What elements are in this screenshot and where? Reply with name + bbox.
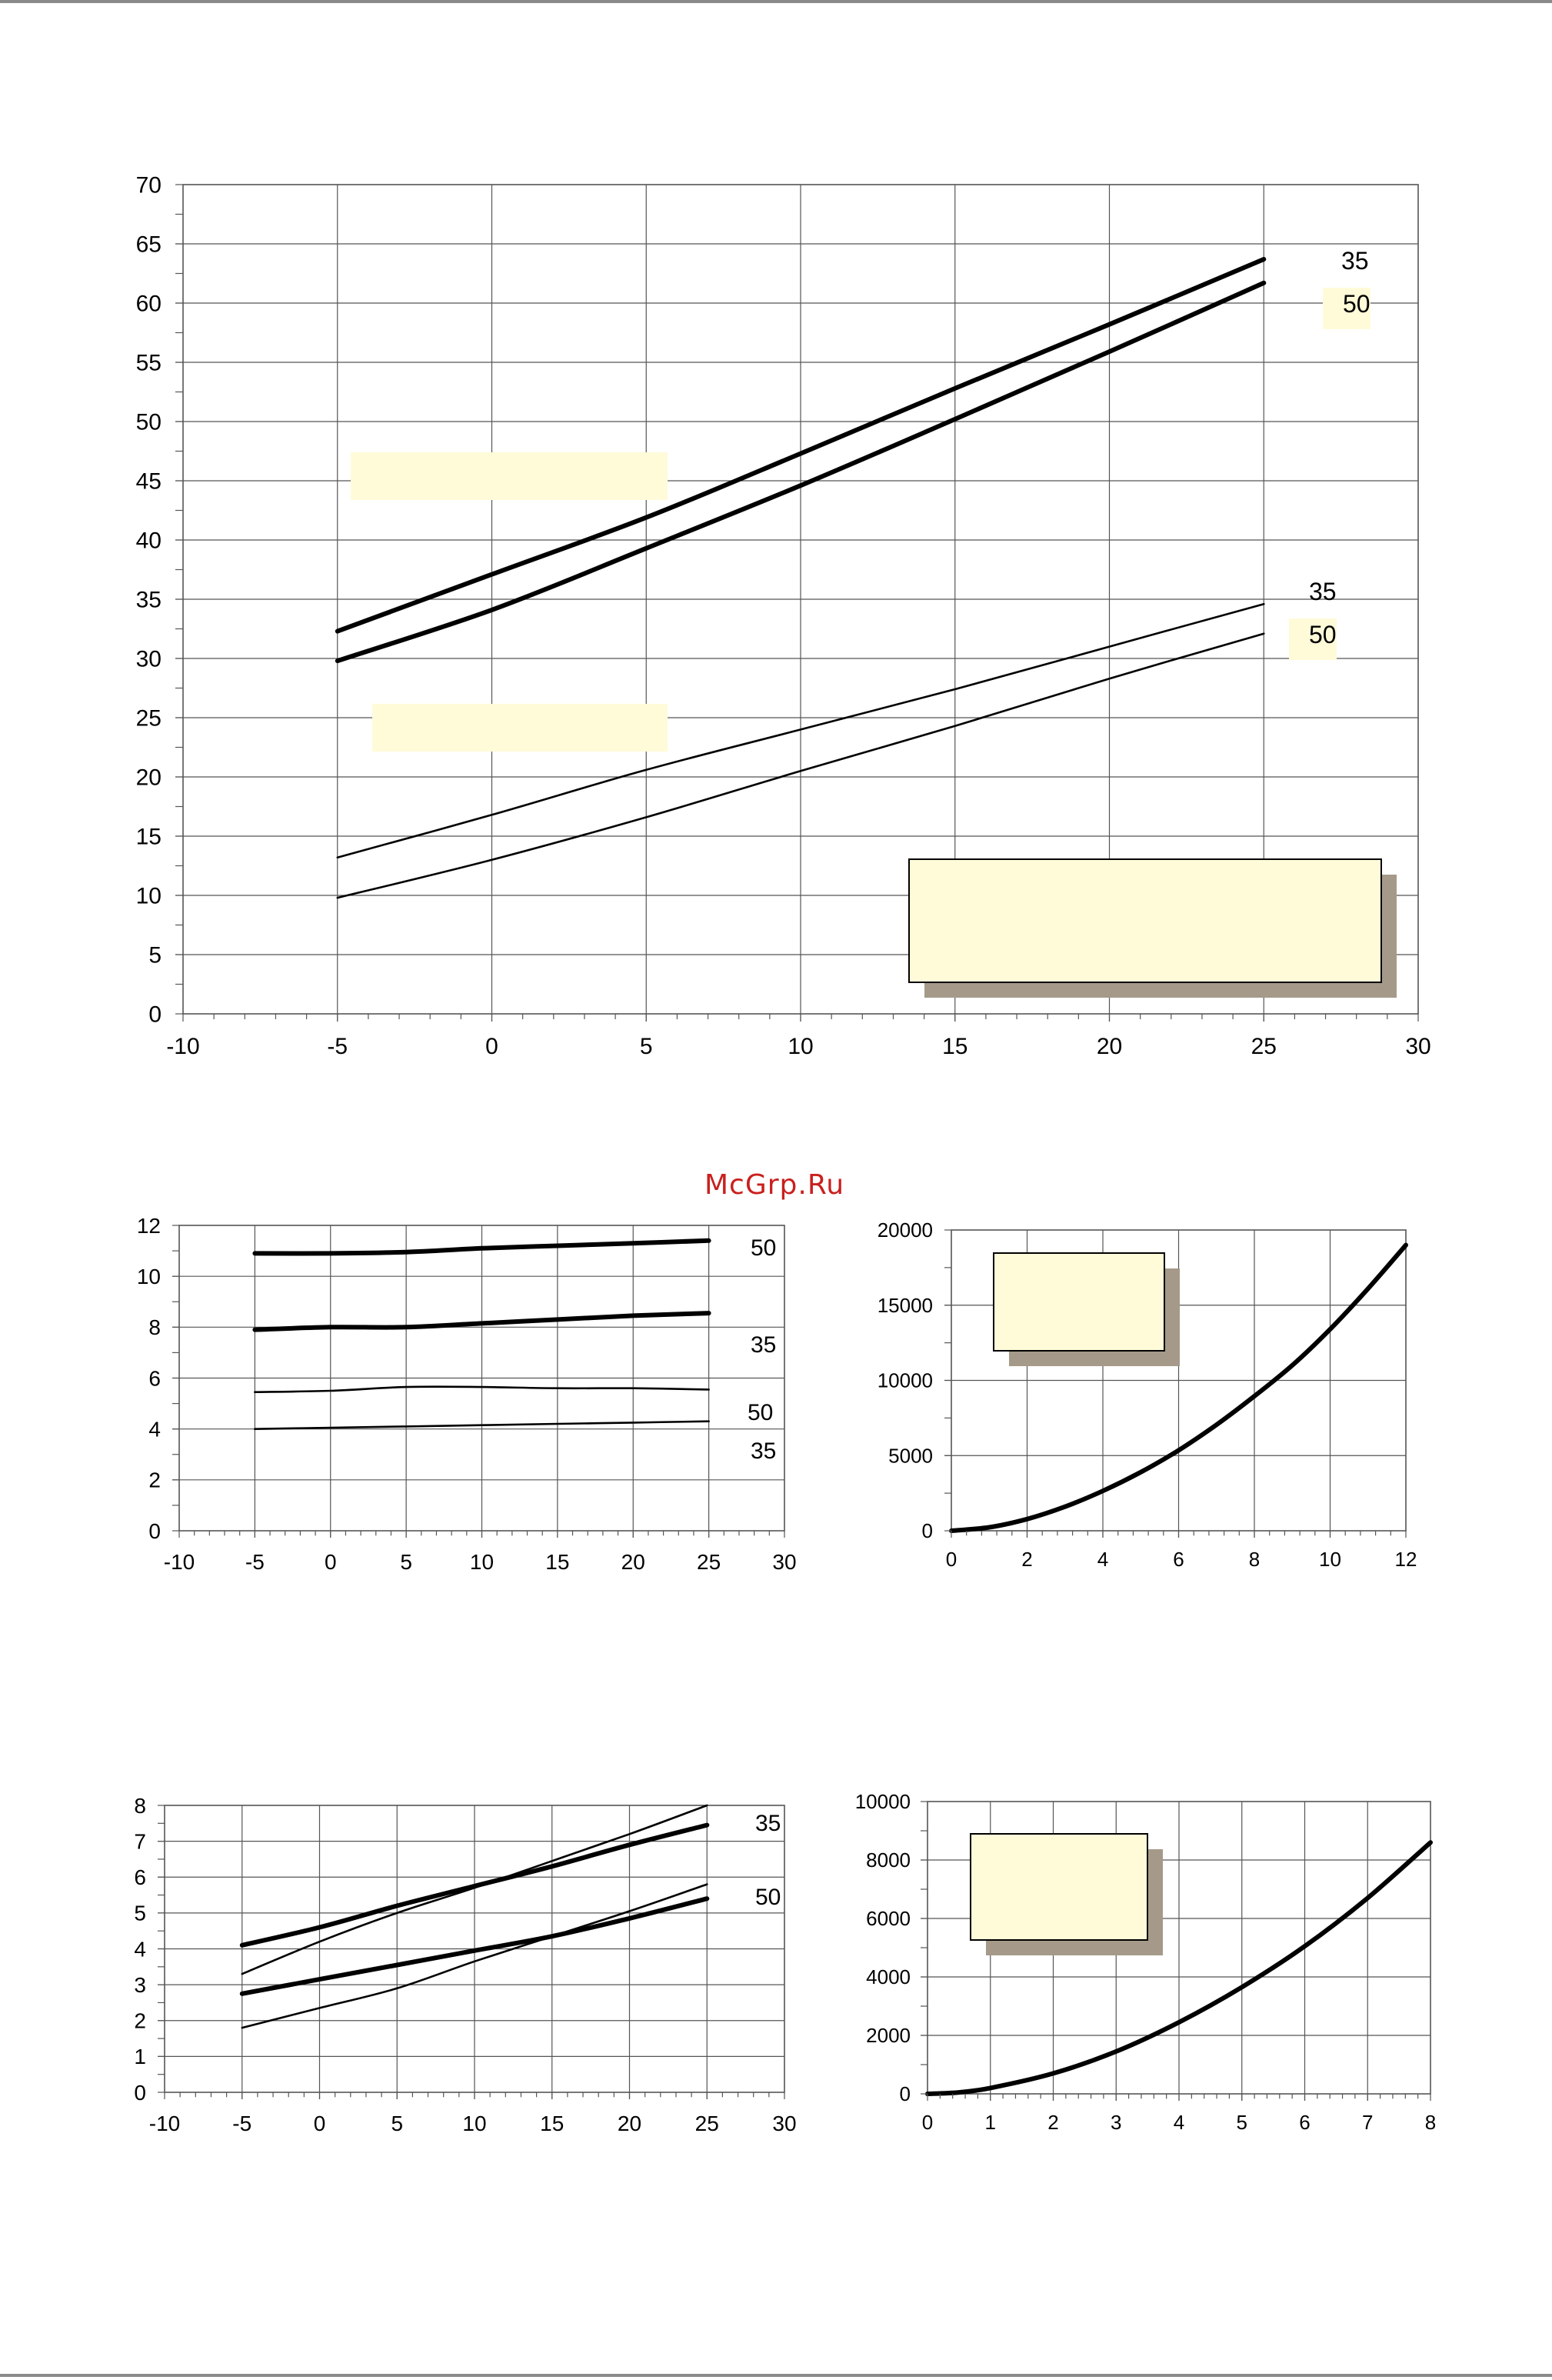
label-box-lower — [372, 704, 668, 752]
chart-main-temperature — [0, 0, 1552, 1115]
y-tick-label: 6000 — [866, 1907, 911, 1931]
x-tick-label: 20 — [1096, 1034, 1123, 1059]
y-tick-label: 10 — [135, 883, 162, 909]
y-tick-label: 2 — [134, 2008, 146, 2033]
x-tick-label: 30 — [772, 2112, 797, 2135]
x-tick-label: 30 — [1405, 1034, 1431, 1059]
chart-left-middle — [0, 1200, 846, 1600]
y-tick-label: 10000 — [854, 1790, 911, 1814]
y-tick-label: 65 — [135, 232, 162, 258]
y-tick-label: 8 — [148, 1315, 161, 1340]
y-tick-label: 3 — [134, 1972, 146, 1997]
y-tick-label: 8 — [134, 1793, 146, 1818]
x-tick-label: 20 — [617, 2112, 642, 2135]
x-tick-label: 1 — [984, 2111, 996, 2134]
x-tick-label: 4 — [1097, 1548, 1109, 1571]
x-tick-label: 7 — [1362, 2111, 1374, 2134]
series-label: 35 — [755, 1811, 781, 1836]
y-tick-label: 6 — [134, 1865, 146, 1890]
x-tick-label: 10 — [462, 2112, 487, 2135]
x-tick-label: 0 — [324, 1550, 337, 1574]
x-tick-label: 6 — [1173, 1548, 1184, 1571]
chart-right-bottom — [846, 1769, 1552, 2169]
x-tick-label: 0 — [313, 2112, 326, 2135]
legend-box — [994, 1253, 1164, 1351]
x-tick-label: 6 — [1299, 2111, 1311, 2134]
x-tick-label: 4 — [1173, 2111, 1185, 2134]
x-tick-label: 2 — [1047, 2111, 1059, 2134]
x-tick-label: 20 — [621, 1550, 645, 1574]
series-label: 50 — [1343, 290, 1370, 318]
y-tick-label: 5 — [134, 1901, 146, 1925]
x-tick-label: 5 — [391, 2112, 404, 2135]
series-label: 35 — [1341, 247, 1369, 275]
legend-box — [971, 1834, 1147, 1940]
x-tick-label: 0 — [945, 1548, 958, 1571]
y-tick-label: 20000 — [877, 1218, 933, 1242]
x-tick-label: 25 — [1251, 1034, 1277, 1059]
x-tick-label: 0 — [921, 2111, 934, 2134]
x-tick-label: -10 — [163, 1550, 195, 1574]
x-tick-label: -10 — [148, 2112, 181, 2135]
x-tick-label: 5 — [1236, 2111, 1247, 2134]
x-tick-label: 10 — [788, 1034, 814, 1059]
x-tick-label: 12 — [1394, 1548, 1417, 1571]
series-label: 50 — [755, 1885, 781, 1910]
y-tick-label: 12 — [136, 1213, 161, 1238]
legend-box — [909, 859, 1381, 982]
bottom-border — [0, 2374, 1552, 2377]
x-tick-label: 8 — [1424, 2111, 1437, 2134]
y-tick-label: 0 — [148, 1518, 161, 1543]
x-tick-label: 10 — [469, 1550, 495, 1574]
y-tick-label: 0 — [921, 1519, 933, 1543]
y-tick-label: 30 — [135, 646, 162, 672]
y-tick-label: 40 — [135, 528, 162, 554]
y-tick-label: 5 — [148, 942, 162, 968]
y-tick-label: 2000 — [866, 2024, 911, 2048]
y-tick-label: 1 — [134, 2045, 146, 2069]
y-tick-label: 4000 — [866, 1965, 911, 1989]
watermark: McGrp.Ru — [704, 1169, 845, 1201]
chart-left-bottom — [0, 1769, 846, 2169]
y-tick-label: 55 — [135, 350, 162, 376]
y-tick-label: 0 — [899, 2082, 911, 2106]
series-label: 35 — [751, 1332, 777, 1358]
series-label: 50 — [748, 1400, 774, 1425]
x-tick-label: -10 — [166, 1034, 200, 1059]
y-tick-label: 15 — [135, 824, 162, 850]
x-tick-label: 10 — [1319, 1548, 1341, 1571]
series-label: 50 — [751, 1235, 777, 1261]
x-tick-label: 25 — [694, 2112, 719, 2135]
y-tick-label: 10000 — [877, 1368, 933, 1392]
y-tick-label: 5000 — [888, 1444, 933, 1468]
x-tick-label: 15 — [545, 1550, 570, 1574]
x-tick-label: -5 — [245, 1550, 265, 1574]
label-box-upper — [351, 452, 668, 500]
y-tick-label: 20 — [135, 765, 162, 791]
y-tick-label: 6 — [148, 1366, 161, 1391]
y-tick-label: 70 — [135, 172, 162, 198]
x-tick-label: 8 — [1248, 1548, 1261, 1571]
x-tick-label: 5 — [639, 1034, 653, 1059]
y-tick-label: 60 — [135, 291, 162, 317]
y-tick-label: 4 — [134, 1937, 146, 1962]
y-tick-label: 50 — [135, 409, 162, 435]
y-tick-label: 25 — [135, 705, 162, 732]
x-tick-label: 2 — [1021, 1548, 1033, 1571]
y-tick-label: 2 — [148, 1468, 161, 1492]
series-label: 50 — [1309, 621, 1337, 648]
x-tick-label: 15 — [540, 2112, 565, 2135]
y-tick-label: 35 — [135, 587, 162, 613]
series-label: 35 — [1309, 578, 1337, 605]
series-label: 35 — [751, 1438, 777, 1464]
y-tick-label: 4 — [148, 1417, 161, 1442]
x-tick-label: -5 — [232, 2112, 252, 2135]
y-tick-label: 7 — [134, 1829, 146, 1854]
x-tick-label: 25 — [697, 1550, 721, 1574]
x-tick-label: 30 — [772, 1550, 797, 1574]
y-tick-label: 0 — [134, 2080, 146, 2105]
x-tick-label: 0 — [485, 1034, 498, 1059]
x-tick-label: 5 — [400, 1550, 412, 1574]
y-tick-label: 8000 — [866, 1848, 911, 1872]
chart-right-middle — [846, 1200, 1552, 1600]
y-tick-label: 45 — [135, 468, 162, 495]
y-tick-label: 0 — [148, 1002, 162, 1028]
x-tick-label: 15 — [942, 1034, 968, 1059]
x-tick-label: -5 — [327, 1034, 348, 1059]
y-tick-label: 15000 — [877, 1293, 933, 1317]
y-tick-label: 10 — [136, 1264, 161, 1288]
x-tick-label: 3 — [1111, 2111, 1122, 2134]
